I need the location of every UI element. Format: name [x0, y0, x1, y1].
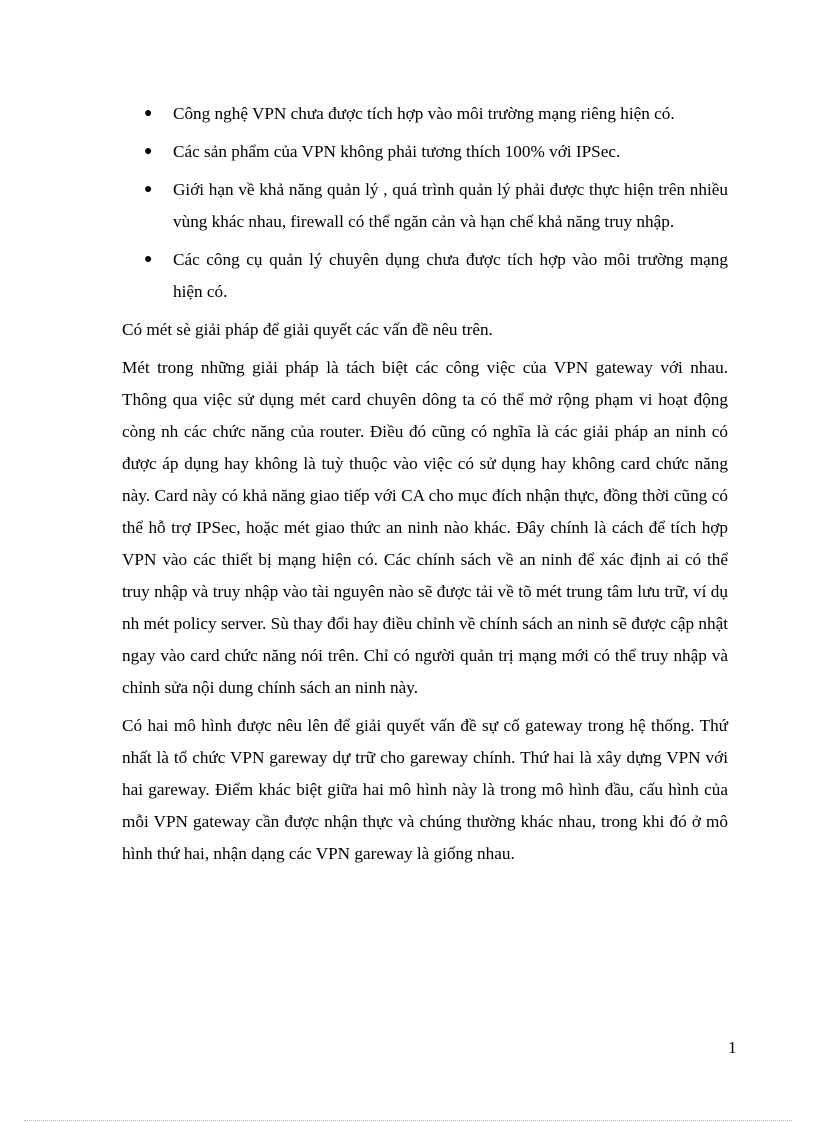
page-number: 1 [728, 1038, 737, 1057]
page-bottom-divider [24, 1120, 792, 1121]
paragraph-models: Có hai mô hình được nêu lên để giải quyết vấn đề sự cố gateway trong hệ thống. Thứ nhất là tổ chức VPN gareway dự trữ cho gareway chính. Thứ hai là xây dựng VPN với hai gareway. Điểm khác biệt giữa hai mô hình này là trong mô hình đầu, cấu hình của mỗi VPN gateway cần được nhận thực và chúng thường khác nhau, trong khi đó ở mô hình thứ hai, nhận dạng các VPN gareway là giống nhau. [122, 716, 728, 863]
bullet-icon: ● [144, 252, 153, 267]
list-item [122, 136, 728, 168]
list-item [122, 244, 728, 308]
bullet-icon: ● [144, 144, 153, 159]
paragraph-intro: Có mét sè giải pháp để giải quyết các vấn đề nêu trên. [122, 320, 493, 339]
paragraph-solution: Mét trong những giải pháp là tách biệt các công việc của VPN gateway với nhau. Thông qua việc sử dụng mét card chuyên dông ta có thể mở rộng phạm vi hoạt động còng nh các chức năng của router. Điều đó cũng có nghĩa là các giải pháp an ninh có được áp dụng hay không là tuỳ thuộc vào việc có sử dụng hay không card chức năng này. Card này có khả năng giao tiếp với CA cho mục đích nhận thực, đồng thời cũng có thể hỗ trợ IPSec, hoặc mét giao thức an ninh nào khác. Đây chính là cách để tích hợp VPN vào các thiết bị mạng hiện có. Các chính sách về an ninh để xác định ai có thể truy nhập và truy nhập vào tài nguyên nào sẽ được tải về tõ mét trung tâm lưu trữ, ví dụ nh mét policy server. Sù thay đổi hay điều chỉnh về chính sách an ninh sẽ được cập nhật ngay vào card chức năng nói trên. Chỉ có người quản trị mạng mới có thể truy nhập và chỉnh sửa nội dung chính sách an ninh này. [122, 358, 728, 697]
bullet-icon: ● [144, 106, 153, 121]
bullet-text: Các sản phẩm của VPN không phải tương thích 100% với IPSec. [173, 142, 621, 161]
bullet-list [122, 98, 728, 308]
bullet-text: Các công cụ quản lý chuyên dụng chưa được tích hợp vào môi trường mạng hiện có. [173, 250, 728, 301]
list-item [122, 98, 728, 130]
bullet-text: Giới hạn về khả năng quản lý , quá trình quản lý phải được thực hiện trên nhiều vùng khác nhau, firewall có thể ngăn cản và hạn chế khả năng truy nhập. [173, 180, 728, 231]
bullet-icon: ● [144, 182, 153, 197]
list-item [122, 174, 728, 238]
page-body [122, 98, 728, 876]
bullet-text: Công nghệ VPN chưa được tích hợp vào môi trường mạng riêng hiện có. [173, 104, 675, 123]
